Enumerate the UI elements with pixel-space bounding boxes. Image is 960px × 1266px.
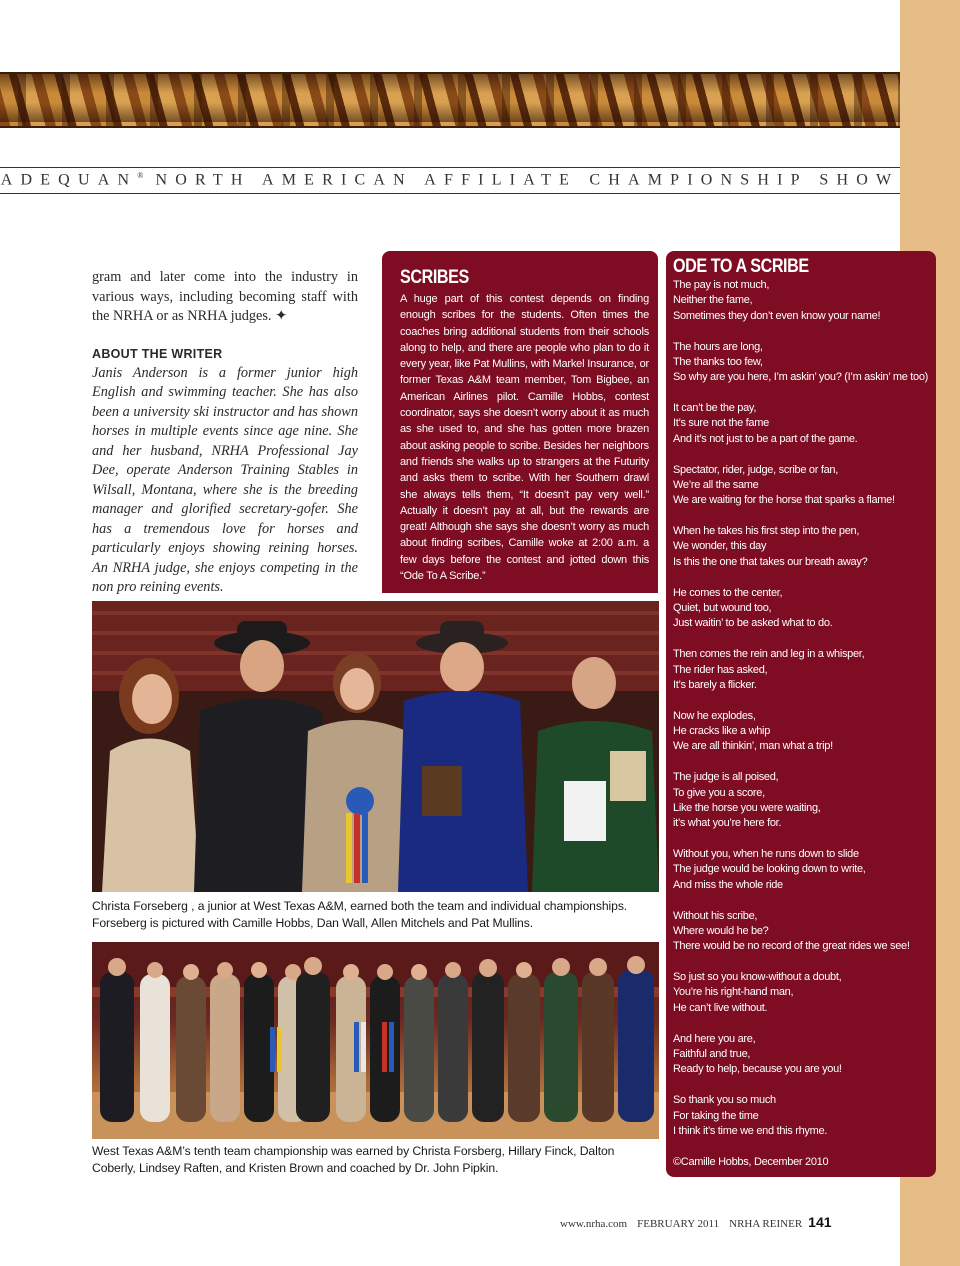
team-members [100, 956, 654, 1122]
poem-stanza [673, 770, 935, 832]
poem-line: And miss the whole ride [673, 878, 783, 891]
poem-line: It’s barely a flicker. [673, 678, 757, 691]
scribes-sidebar [382, 251, 658, 593]
poem-line: You’re his right-hand man, [673, 986, 794, 999]
poem-line: We are waiting for the horse that sparks a flame! [673, 494, 895, 507]
poem-line: Is this the one that takes our breath away? [673, 555, 868, 568]
poem-line: Ready to help, because you are you! [673, 1063, 842, 1076]
header-title-main: ADEQUAN [0, 171, 138, 189]
poem-line: And it’s not just to be a part of the game. [673, 432, 858, 445]
poem-line: Without his scribe, [673, 909, 758, 922]
poem-stanza [673, 847, 935, 893]
poem-stanza [673, 970, 935, 1016]
poem-line: So thank you so much [673, 1094, 776, 1107]
award-photo [92, 601, 659, 892]
award-photo-illustration [92, 601, 659, 892]
poem-line: When he takes his first step into the pen, [673, 525, 860, 538]
poem-stanza [673, 1032, 935, 1078]
poem-line: And here you are, [673, 1032, 756, 1045]
poem-line: The judge is all poised, [673, 771, 779, 784]
poem-stanza [673, 463, 935, 509]
poem-line: He cracks like a whip [673, 725, 771, 738]
poem-line: To give you a score, [673, 786, 765, 799]
footer-magazine: NRHA REINER [729, 1218, 803, 1230]
poem-line: Neither the fame, [673, 294, 753, 307]
poem-stanza [673, 401, 935, 447]
poem-line: The rider has asked, [673, 663, 768, 676]
poem-line: So why are you here, I’m askin’ you? (I’m askin’ me too) [673, 371, 929, 384]
poem-copyright: ©Camille Hobbs, December 2010 [673, 1155, 829, 1168]
poem-stanza [673, 1093, 935, 1139]
poem-line: We’re all the same [673, 478, 759, 491]
poem-line: Faithful and true, [673, 1048, 751, 1060]
header-title-rest: NORTH AMERICAN AFFILIATE CHAMPIONSHIP SHOW [155, 171, 900, 189]
page-number: 141 [808, 1214, 832, 1230]
header-registered-mark: ® [137, 171, 144, 180]
ode-poem [673, 278, 935, 1170]
poem-line: We are all thinkin’, man what a trip! [673, 740, 833, 753]
poem-line: For taking the time [673, 1109, 759, 1122]
header-rule-bottom [0, 193, 900, 194]
poem-stanza [673, 340, 935, 386]
poem-line: He can’t live without. [673, 1001, 768, 1014]
banner-shading [0, 74, 900, 122]
poem-line: There would be no record of the great rides we see! [673, 940, 910, 953]
ode-title: ODE TO A SCRIBE [673, 256, 809, 277]
poem-line: So just so you know-without a doubt, [673, 971, 842, 984]
poem-stanza [673, 278, 935, 324]
poem-line: Where would he be? [673, 924, 769, 937]
poem-line: Just waitin’ to be asked what to do. [673, 617, 833, 630]
page-footer [560, 1214, 870, 1230]
poem-line: He comes to the center, [673, 586, 783, 599]
poem-line: Now he explodes, [673, 709, 756, 722]
poem-line: The hours are long, [673, 340, 763, 353]
poem-line: Sometimes they don’t even know your name! [673, 309, 881, 322]
photo2-caption: West Texas A&M’s tenth team championship was earned by Christa Forsberg, Hillary Finck, Dalton Coberly, Lindsey Raften, and Kristen Brown and coached by Dr. John Pipkin. [92, 1144, 615, 1175]
poem-line: Spectator, rider, judge, scribe or fan, [673, 463, 839, 476]
poem-line: The thanks too few, [673, 355, 763, 368]
photo1-caption: Christa Forseberg , a junior at West Texas A&M, earned both the team and individual championships. Forseberg is pictured with Camille Hobbs, Dan Wall, Allen Mitchels and Pat Mullins. [92, 899, 628, 930]
poem-line: it’s what you’re here for. [673, 817, 782, 830]
poem-line: Then comes the rein and leg in a whisper, [673, 648, 865, 661]
footer-issue: FEBRUARY 2011 [637, 1218, 720, 1230]
poem-stanza [673, 709, 935, 755]
left-column [92, 268, 358, 598]
poem-line: It can’t be the pay, [673, 402, 757, 415]
about-writer-heading: ABOUT THE WRITER [92, 346, 223, 361]
poem-line: The pay is not much, [673, 279, 770, 291]
poem-stanza [673, 647, 935, 693]
poem-line: It’s sure not the fame [673, 417, 769, 430]
poem-line: Without you, when he runs down to slide [673, 848, 859, 861]
poem-stanza [673, 909, 935, 955]
ode-sidebar [666, 251, 936, 1177]
writer-bio: Janis Anderson is a former junior high English and swimming teacher. She has also been a university ski instructor and has shown horses in multiple events since age nine. She and her husband, NRHA Professional Jay Dee, operate Anderson Training Stables in Wilsall, Montana, where she is the breeding manager and glorified secretary-gofer. She has a tremendous love for horses and particularly enjoys showing reining horses. An NRHA judge, she enjoys competing in the non pro reining events. [92, 364, 358, 595]
poem-line: Like the horse you were waiting, [673, 801, 821, 814]
poem-stanza [673, 524, 935, 570]
poem-line: We wonder, this day [673, 540, 767, 553]
poem-stanza [673, 586, 935, 632]
scribes-text: A huge part of this contest depends on finding enough scribes for the students. Often times the coaches bring additional students from their schools along to help, and there are people who plan to do it every year, like Pat Mullins, with Markel Insurance, or former Texas A&M team member, Tom Bigbee, an American Airlines pilot. Camille Hobbs, contest coordinator, says she doesn’t worry about it as much as she used to, and she has gotten more brazen about asking people to scribe. Besides her neighbors and friends she walks up to strangers at the Futurity and asks them to scribe. With her Southern drawl she always tells them, “It doesn’t pay very well.” Actually it doesn’t pay at all, but the rewards are great! Although she says she doesn’t worry as much about finding scribes, Camille woke at 2:00 a.m. a few days before the contest and jotted down this “Ode To A Scribe.” [400, 293, 649, 583]
section-header [0, 171, 900, 189]
scribes-title: SCRIBES [400, 267, 469, 288]
team-photo-illustration [92, 942, 659, 1139]
footer-url: www.nrha.com [560, 1218, 628, 1230]
team-photo [92, 942, 659, 1139]
poem-line: The judge would be looking down to write, [673, 863, 866, 876]
intro-paragraph: gram and later come into the industry in various ways, including becoming staff with the NRHA or as NRHA judges. ✦ [92, 269, 358, 324]
poem-line: Quiet, but wound too, [673, 601, 772, 614]
poem-line: I think it’s time we end this rhyme. [673, 1124, 828, 1137]
header-rule-top [0, 167, 900, 168]
